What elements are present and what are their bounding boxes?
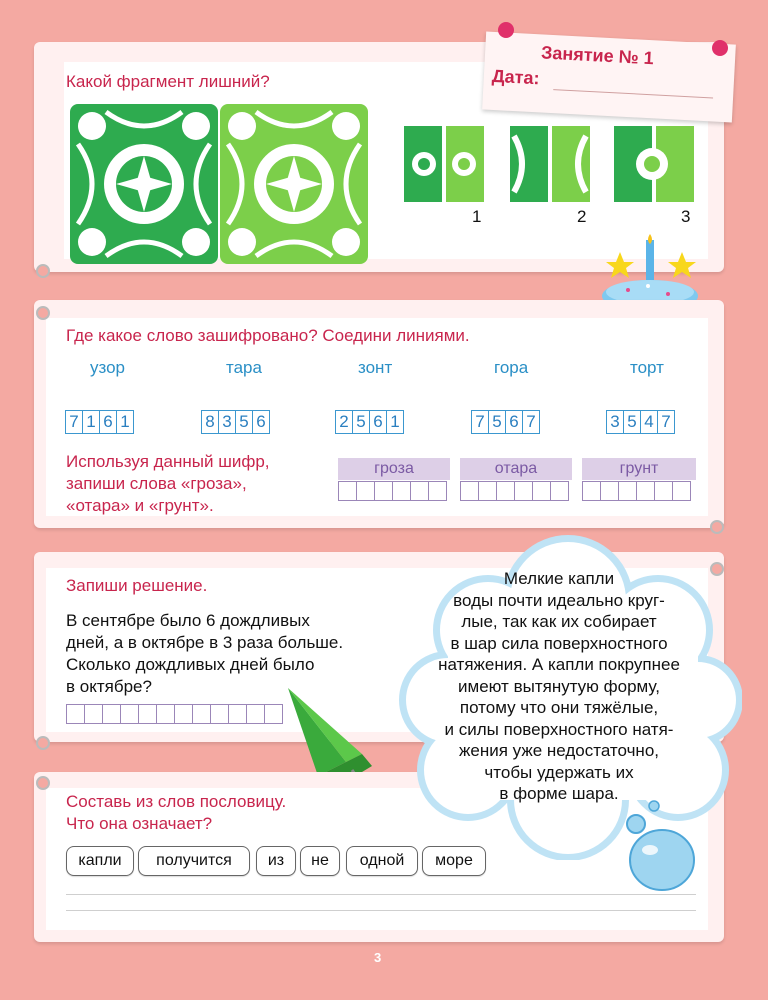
problem-line-4: в октябре?: [66, 677, 152, 696]
option-2-label: 2: [577, 207, 587, 226]
word-zont: зонт: [358, 358, 393, 377]
page-number: 3: [374, 950, 382, 965]
writing-line[interactable]: [66, 894, 696, 895]
lesson-note: [482, 32, 736, 123]
grid-label-groza: гроза: [338, 458, 450, 480]
option-3-label: 3: [681, 207, 691, 226]
word-chip-kapli[interactable]: капли: [66, 846, 134, 876]
problem-line-2: дней, а в октябре в 3 раза больше.: [66, 633, 344, 652]
code-4: 7 5 6 7: [472, 410, 540, 434]
task2-question: Где какое слово зашифровано? Соедини линиями.: [66, 326, 470, 345]
code-1: 7 1 6 1: [66, 410, 134, 434]
ring-icon: [36, 776, 50, 790]
word-chip-poluchitsya[interactable]: получится: [138, 846, 250, 876]
word-chip-odnoy[interactable]: одной: [346, 846, 418, 876]
task3-title: Запиши решение.: [66, 576, 208, 595]
instruction-line-1: Используя данный шифр,: [66, 452, 270, 471]
word-chip-iz[interactable]: из: [256, 846, 296, 876]
ornament-image: [66, 100, 386, 272]
code-5: 3 5 4 7: [607, 410, 675, 434]
answer-grid-otara[interactable]: [461, 481, 569, 501]
option-1-label: 1: [472, 207, 482, 226]
task4-title-line-2: Что она означает?: [66, 814, 213, 833]
ring-icon: [36, 264, 50, 278]
task1-question: Какой фрагмент лишний?: [66, 72, 270, 91]
answer-grid-grunt[interactable]: [583, 481, 691, 501]
water-drops-image: [622, 796, 700, 892]
fragment-2-image[interactable]: [510, 126, 590, 202]
fragment-3-image[interactable]: [614, 126, 694, 202]
fragment-1-image[interactable]: [404, 126, 484, 202]
pin-icon: [498, 22, 514, 38]
cloud-text: Мелкие капли воды почти идеально круг- лые, так как их собирает в шар сила поверхностного натяжения. А капли покрупнее имеют вытянутую форму, потому что они тяжёлые, и силы поверхностного натя- жения уже недостаточно, чтобы удержать их в форме шара.: [438, 569, 680, 803]
date-label: Дата:: [491, 65, 541, 89]
pin-icon: [712, 40, 728, 56]
word-chip-more[interactable]: море: [422, 846, 486, 876]
problem-line-3: Сколько дождливых дней было: [66, 655, 315, 674]
ring-icon: [36, 306, 50, 320]
grid-label-otara: отара: [460, 458, 572, 480]
grid-label-grunt: грунт: [582, 458, 696, 480]
writing-line[interactable]: [66, 910, 696, 911]
instruction-line-2: запиши слова «гроза»,: [66, 474, 247, 493]
word-chip-ne[interactable]: не: [300, 846, 340, 876]
answer-grid-groza[interactable]: [339, 481, 447, 501]
word-gora: гора: [494, 358, 529, 377]
problem-line-1: В сентябре было 6 дождливых: [66, 611, 310, 630]
answer-cells[interactable]: [67, 704, 283, 724]
word-uzor: узор: [90, 358, 126, 377]
task4-title-line-1: Составь из слов пословицу.: [66, 792, 287, 811]
lesson-title: Занятие № 1: [540, 42, 655, 69]
word-tara: тара: [226, 358, 262, 377]
instruction-line-3: «отара» и «грунт».: [66, 496, 214, 515]
code-3: 2 5 6 1: [336, 410, 404, 434]
ring-icon: [36, 736, 50, 750]
word-tort: торт: [630, 358, 664, 377]
date-line[interactable]: [553, 89, 713, 98]
code-2: 8 3 5 6: [202, 410, 270, 434]
